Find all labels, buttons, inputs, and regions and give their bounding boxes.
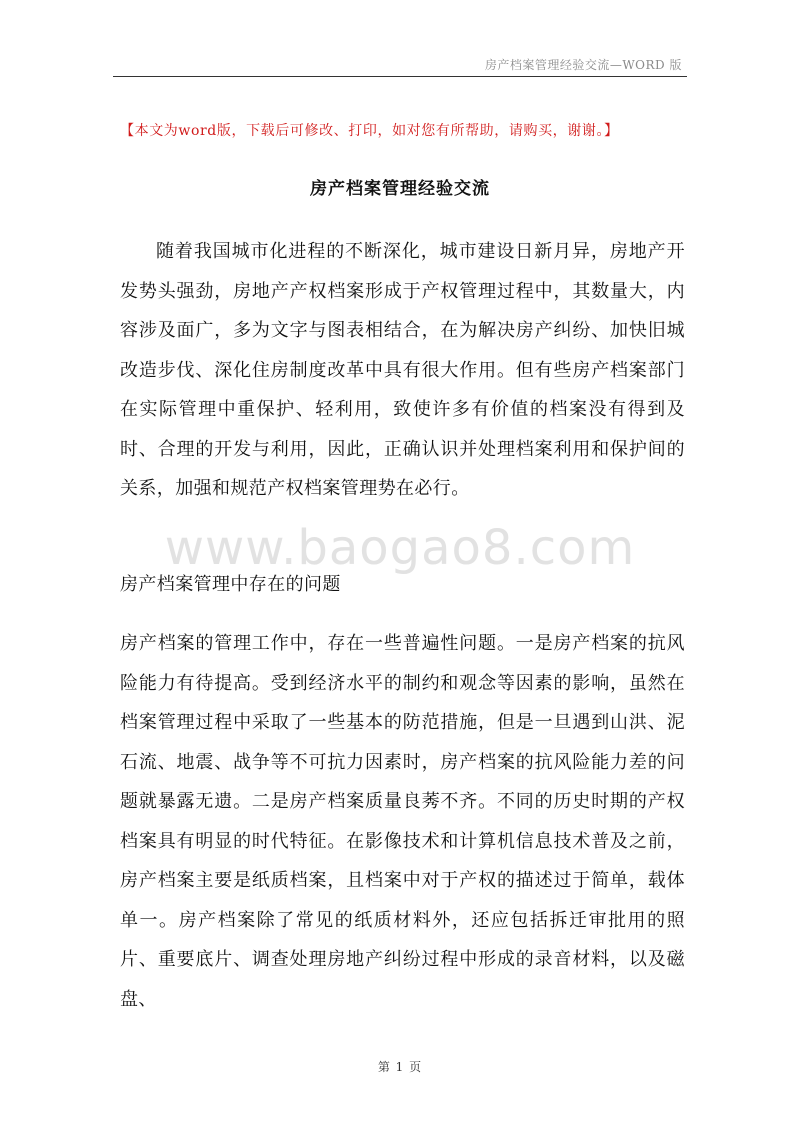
page-number: 第 1 页 — [377, 1060, 423, 1074]
header-divider — [113, 76, 687, 77]
running-header: 房产档案管理经验交流—WORD 版 — [484, 58, 682, 72]
watermark: www.baogao8.com — [164, 520, 636, 576]
document-title: 房产档案管理经验交流 — [310, 179, 490, 199]
section-paragraph: 房产档案的管理工作中，存在一些普遍性问题。一是房产档案的抗风险能力有待提高。受到经济水平的制约和观念等因素的影响，虽然在档案管理过程中采取了一些基本的防范措施，但是一旦遇到山洪、泥石流、地震、战争等不可抗力因素时，房产档案的抗风险能力差的问题就暴露无遗。二是房产档案质量良莠不齐。不同的历史时期的产权档案具有明显的时代特征。在影像技术和计算机信息技术普及之前，房产档案主要是纸质档案，且档案中对于产权的描述过于简单，载体单一。房产档案除了常见的纸质材料外，还应包括拆迁审批用的照片、重要底片、调查处理房地产纠纷过程中形成的录音材料，以及磁盘、 — [120, 633, 685, 1010]
purchase-notice: 【本文为word版，下载后可修改、打印，如对您有所帮助，请购买，谢谢。】 — [120, 123, 619, 139]
section-heading: 房产档案管理中存在的问题 — [120, 574, 341, 595]
intro-paragraph: 随着我国城市化进程的不断深化，城市建设日新月异，房地产开发势头强劲，房地产产权档案形成于产权管理过程中，其数量大，内容涉及面广，多为文字与图表相结合，在为解决房产纠纷、加快旧城改造步伐、深化住房制度改革中具有很大作用。但有些房产档案部门在实际管理中重保护、轻利用，致使许多有价值的档案没有得到及时、合理的开发与利用，因此，正确认识并处理档案利用和保护间的关系，加强和规范产权档案管理势在必行。 — [120, 241, 685, 499]
